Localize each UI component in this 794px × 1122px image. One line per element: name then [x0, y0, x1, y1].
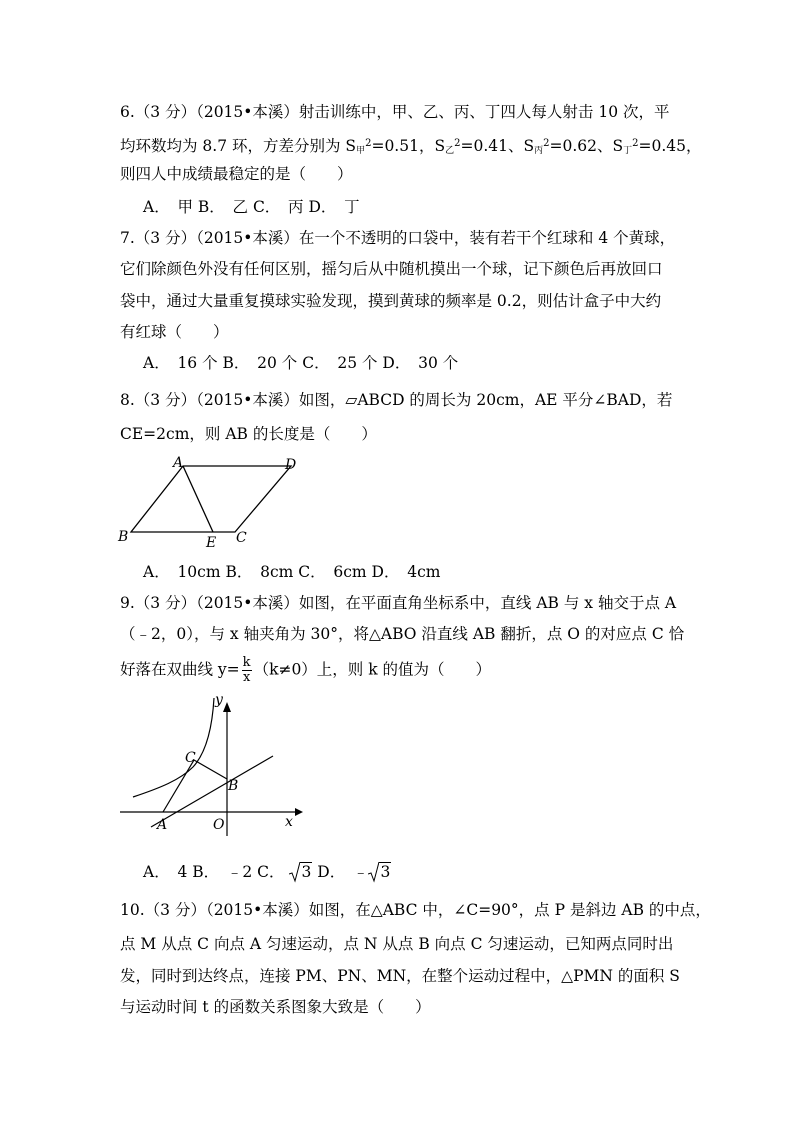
- q9-options: [143, 862, 391, 882]
- q6-text-a: 均环数均为 8.7 环，方差分别为 S: [120, 137, 357, 155]
- label-b: B: [118, 529, 129, 545]
- q6-val-1: =0.51，S: [371, 137, 446, 155]
- q9-line-3: [120, 656, 491, 685]
- q9-line-1: 9.（3 分）（2015•本溪）如图，在平面直角坐标系中，直线 AB 与 x 轴交于点 A: [120, 594, 677, 612]
- x-axis-arrow: [295, 808, 303, 816]
- radicand-2: 3: [380, 863, 391, 881]
- line-ab: [151, 756, 273, 827]
- q9-line-2: （﹣2，0），与 x 轴夹角为 30°，将△ABO 沿直线 AB 翻折，点 O 的对应点 C 恰: [120, 625, 685, 643]
- q9-text-b: （k≠0）上，则 k 的值为（ ）: [253, 660, 492, 679]
- hyperbola-curve: [133, 698, 214, 797]
- radicand-1: 3: [301, 863, 312, 881]
- y-axis-arrow: [223, 702, 231, 712]
- q7-line-2: 它们除颜色外没有任何区别，摇匀后从中随机摸出一个球，记下颜色后再放回口: [120, 260, 663, 278]
- segment-cb: [194, 760, 227, 779]
- label-x: x: [285, 814, 293, 830]
- q6-line-2: [120, 134, 702, 161]
- q7-line-4: 有红球（ ）: [120, 323, 229, 341]
- label-o: O: [213, 817, 225, 833]
- label-d: D: [285, 457, 297, 473]
- label-y: y: [215, 692, 223, 708]
- label-a: A: [157, 817, 168, 833]
- q10-line-3: 发，同时到达终点，连接 PM、PN、MN，在整个运动过程中，△PMN 的面积 S: [120, 967, 680, 985]
- q8-parallelogram-figure: [112, 450, 312, 550]
- label-e: E: [206, 535, 217, 550]
- label-a: A: [173, 455, 184, 471]
- q6-val-3: =0.62、S: [549, 137, 624, 155]
- q6-sub-jia: 甲: [356, 146, 366, 156]
- q6-line-1: 6.（3 分）（2015•本溪）射击训练中，甲、乙、丙、丁四人每人射击 10 次，平: [120, 103, 670, 121]
- q6-sub-bing: 丙: [534, 146, 544, 156]
- q8-line-2: CE=2cm，则 AB 的长度是（ ）: [120, 425, 377, 443]
- q7-options: A． 16 个 B． 20 个 C． 25 个 D． 30 个: [143, 354, 459, 372]
- fraction-denominator: x: [242, 670, 251, 685]
- q9-coordinate-figure: [115, 690, 315, 840]
- q6-sup-3: 2: [543, 138, 550, 149]
- q10-line-2: 点 M 从点 C 向点 A 匀速运动，点 N 从点 B 向点 C 匀速运动，已知两点同时出: [120, 935, 674, 953]
- q6-options: A． 甲 B． 乙 C． 丙 D． 丁: [143, 198, 360, 216]
- q6-sup-1: 2: [365, 138, 372, 149]
- q6-val-4: =0.45，: [638, 137, 702, 155]
- q6-sup-2: 2: [454, 138, 461, 149]
- label-c: C: [236, 530, 247, 546]
- q8-line-1: 8.（3 分）（2015•本溪）如图，▱ABCD 的周长为 20cm，AE 平分∠BAD，若: [120, 391, 673, 409]
- q6-sub-yi: 乙: [445, 146, 455, 156]
- q10-line-1: 10.（3 分）（2015•本溪）如图，在△ABC 中，∠C=90°，点 P 是斜边 AB 的中点，: [120, 901, 711, 919]
- sqrt-three-1: [289, 862, 312, 882]
- q6-val-2: =0.41、S: [460, 137, 535, 155]
- q9-opt-d: D． ﹣: [312, 863, 369, 881]
- q7-line-1: 7.（3 分）（2015•本溪）在一个不透明的口袋中，装有若干个红球和 4 个黄球，: [120, 229, 676, 247]
- q7-line-3: 袋中，通过大量重复摸球实验发现，摸到黄球的频率是 0.2，则估计盒子中大约: [120, 292, 662, 310]
- label-b: B: [228, 778, 239, 794]
- radical-sign-icon: [368, 862, 379, 883]
- radical-sign-icon: [289, 862, 300, 883]
- label-c: C: [185, 750, 196, 766]
- parallelogram-abcd: [131, 466, 291, 532]
- segment-ae: [183, 466, 213, 532]
- q6-line-3: 则四人中成绩最稳定的是（ ）: [120, 165, 353, 183]
- q9-text-a: 好落在双曲线 y=: [120, 660, 240, 679]
- sqrt-three-2: [368, 862, 391, 882]
- q8-options: A． 10cm B． 8cm C． 6cm D． 4cm: [143, 563, 441, 581]
- fraction-numerator: k: [242, 655, 251, 670]
- q6-sup-4: 2: [632, 138, 639, 149]
- q9-opt-abc: A． 4 B． ﹣2 C．: [143, 863, 285, 881]
- q6-sub-ding: 丁: [623, 146, 633, 156]
- q10-line-4: 与运动时间 t 的函数关系图象大致是（ ）: [120, 998, 431, 1016]
- fraction-k-over-x: [242, 656, 252, 685]
